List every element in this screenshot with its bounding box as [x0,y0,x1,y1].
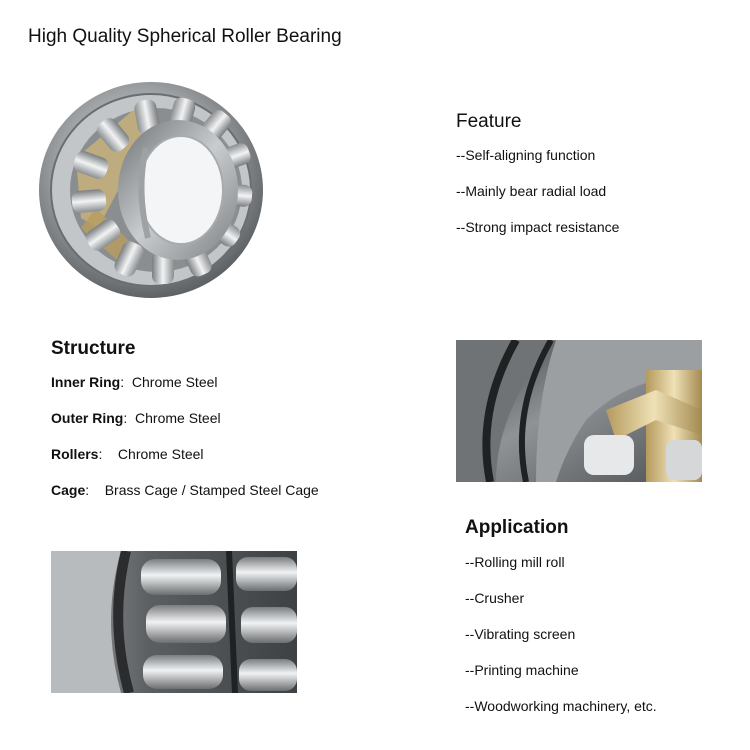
structure-sep: : [123,410,128,426]
structure-row [51,480,319,500]
structure-sep: : [120,374,125,390]
bearing-photo [36,78,266,303]
structure-row [51,372,218,392]
structure-sep: : [98,446,103,462]
structure-value: Chrome Steel [117,446,204,462]
feature-item: --Mainly bear radial load [456,183,607,199]
structure-key: Inner Ring [51,374,121,390]
structure-sep: : [85,482,90,498]
structure-key: Rollers [51,446,99,462]
structure-key: Outer Ring [51,410,124,426]
structure-row [51,444,204,464]
rollers-closeup-photo [51,551,297,693]
structure-heading: Structure [51,338,136,359]
feature-item: --Self-aligning function [456,147,596,163]
application-item: --Rolling mill roll [465,554,565,570]
feature-item: --Strong impact resistance [456,219,620,235]
structure-value: Brass Cage / Stamped Steel Cage [104,482,319,498]
structure-row [51,408,221,428]
structure-value: Chrome Steel [131,374,218,390]
application-item: --Printing machine [465,662,579,678]
structure-key: Cage [51,482,86,498]
structure-value: Chrome Steel [135,410,221,426]
feature-heading: Feature [456,111,522,132]
bearing-closeup-photo [456,340,702,482]
page-title: High Quality Spherical Roller Bearing [28,26,342,47]
application-heading: Application [465,517,569,538]
application-item: --Vibrating screen [465,626,576,642]
application-item: --Woodworking machinery, etc. [465,698,657,714]
application-item: --Crusher [465,590,525,606]
